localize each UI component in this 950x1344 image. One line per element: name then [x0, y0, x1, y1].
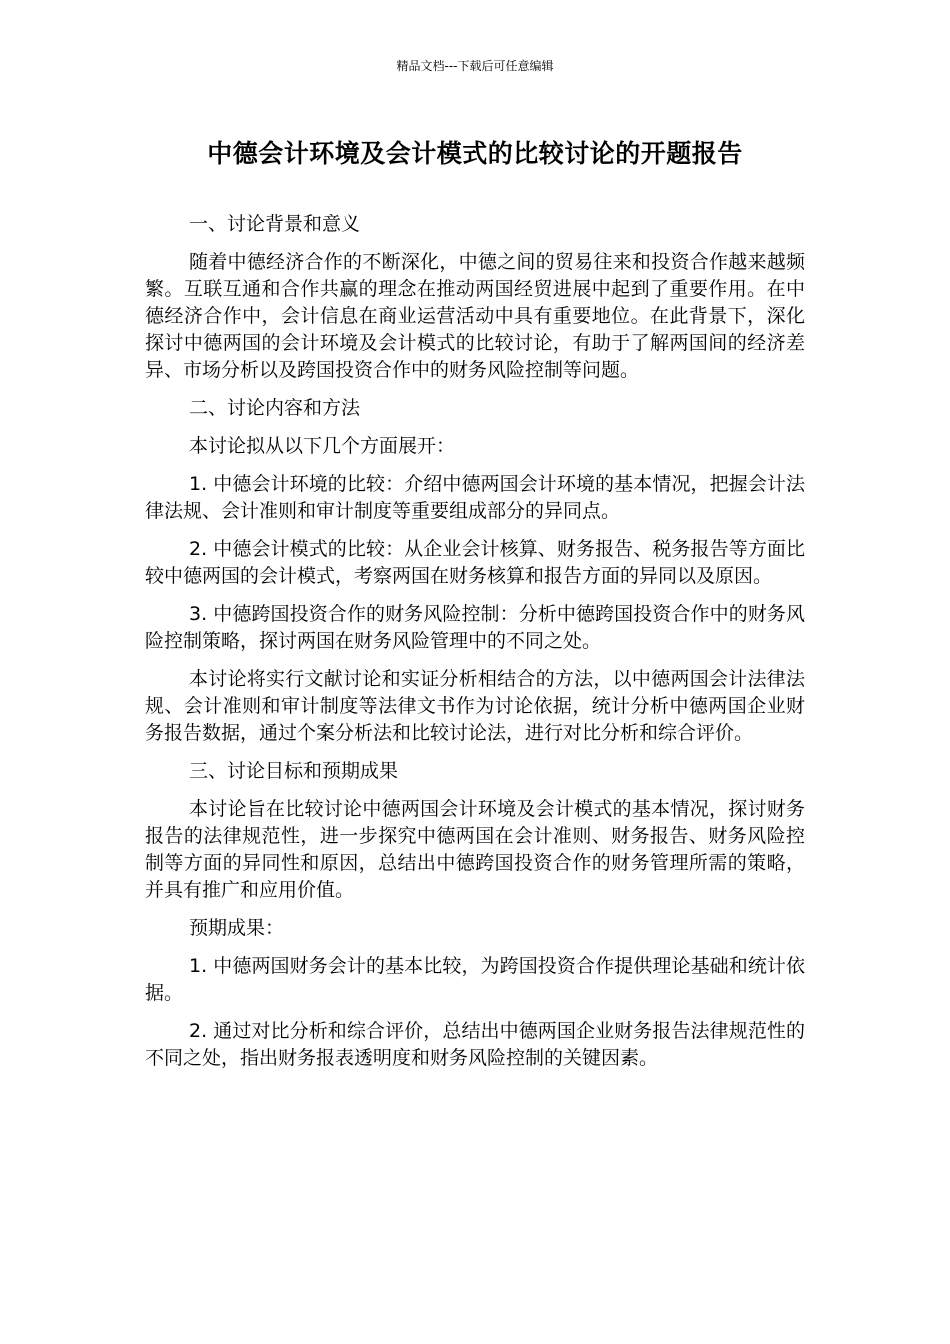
section-heading-goals: 三、讨论目标和预期成果	[189, 760, 399, 782]
section-heading-content-method: 二、讨论内容和方法	[189, 397, 361, 419]
list-item-accounting-environment: 1. 中德会计环境的比较：介绍中德两国会计环境的基本情况，把握会计法律法规、会计准则和审计制度等重要组成部分的异同点。	[145, 473, 805, 522]
expected-results-label: 预期成果：	[189, 917, 285, 939]
paragraph-background: 随着中德经济合作的不断深化，中德之间的贸易往来和投资合作越来越频繁。互联互通和合作共赢的理念在推动两国经贸进展中起到了重要作用。在中德经济合作中，会计信息在商业运营活动中具有重要地位。在此背景下，深化探讨中德两国的会计环境及会计模式的比较讨论，有助于了解两国间的经济差异、市场分析以及跨国投资合作中的财务风险控制等问题。	[145, 251, 805, 381]
page-header-note: 精品文档---下载后可任意编辑	[396, 59, 554, 73]
paragraph-method: 本讨论将实行文献讨论和实证分析相结合的方法，以中德两国会计法律法规、会计准则和审计制度等法律文书作为讨论依据，统计分析中德两国企业财务报告数据，通过个案分析法和比较讨论法，进行对比分析和综合评价。	[145, 668, 805, 744]
section-heading-background: 一、讨论背景和意义	[189, 213, 361, 235]
document-title: 中德会计环境及会计模式的比较讨论的开题报告	[207, 139, 743, 168]
paragraph-goals: 本讨论旨在比较讨论中德两国会计环境及会计模式的基本情况，探讨财务报告的法律规范性，进一步探究中德两国在会计准则、财务报告、财务风险控制等方面的异同性和原因，总结出中德跨国投资合作的财务管理所需的策略，并具有推广和应用价值。	[145, 798, 805, 901]
list-item-result-1: 1. 中德两国财务会计的基本比较，为跨国投资合作提供理论基础和统计依据。	[145, 955, 805, 1004]
list-item-risk-control: 3. 中德跨国投资合作的财务风险控制：分析中德跨国投资合作中的财务风险控制策略，探讨两国在财务风险管理中的不同之处。	[145, 603, 805, 652]
document-body	[145, 211, 805, 1083]
list-item-result-2: 2. 通过对比分析和综合评价，总结出中德两国企业财务报告法律规范性的不同之处，指出财务报表透明度和财务风险控制的关键因素。	[145, 1020, 805, 1069]
paragraph-intro: 本讨论拟从以下几个方面展开：	[189, 435, 456, 457]
list-item-accounting-model: 2. 中德会计模式的比较：从企业会计核算、财务报告、税务报告等方面比较中德两国的会计模式，考察两国在财务核算和报告方面的异同以及原因。	[145, 538, 805, 587]
